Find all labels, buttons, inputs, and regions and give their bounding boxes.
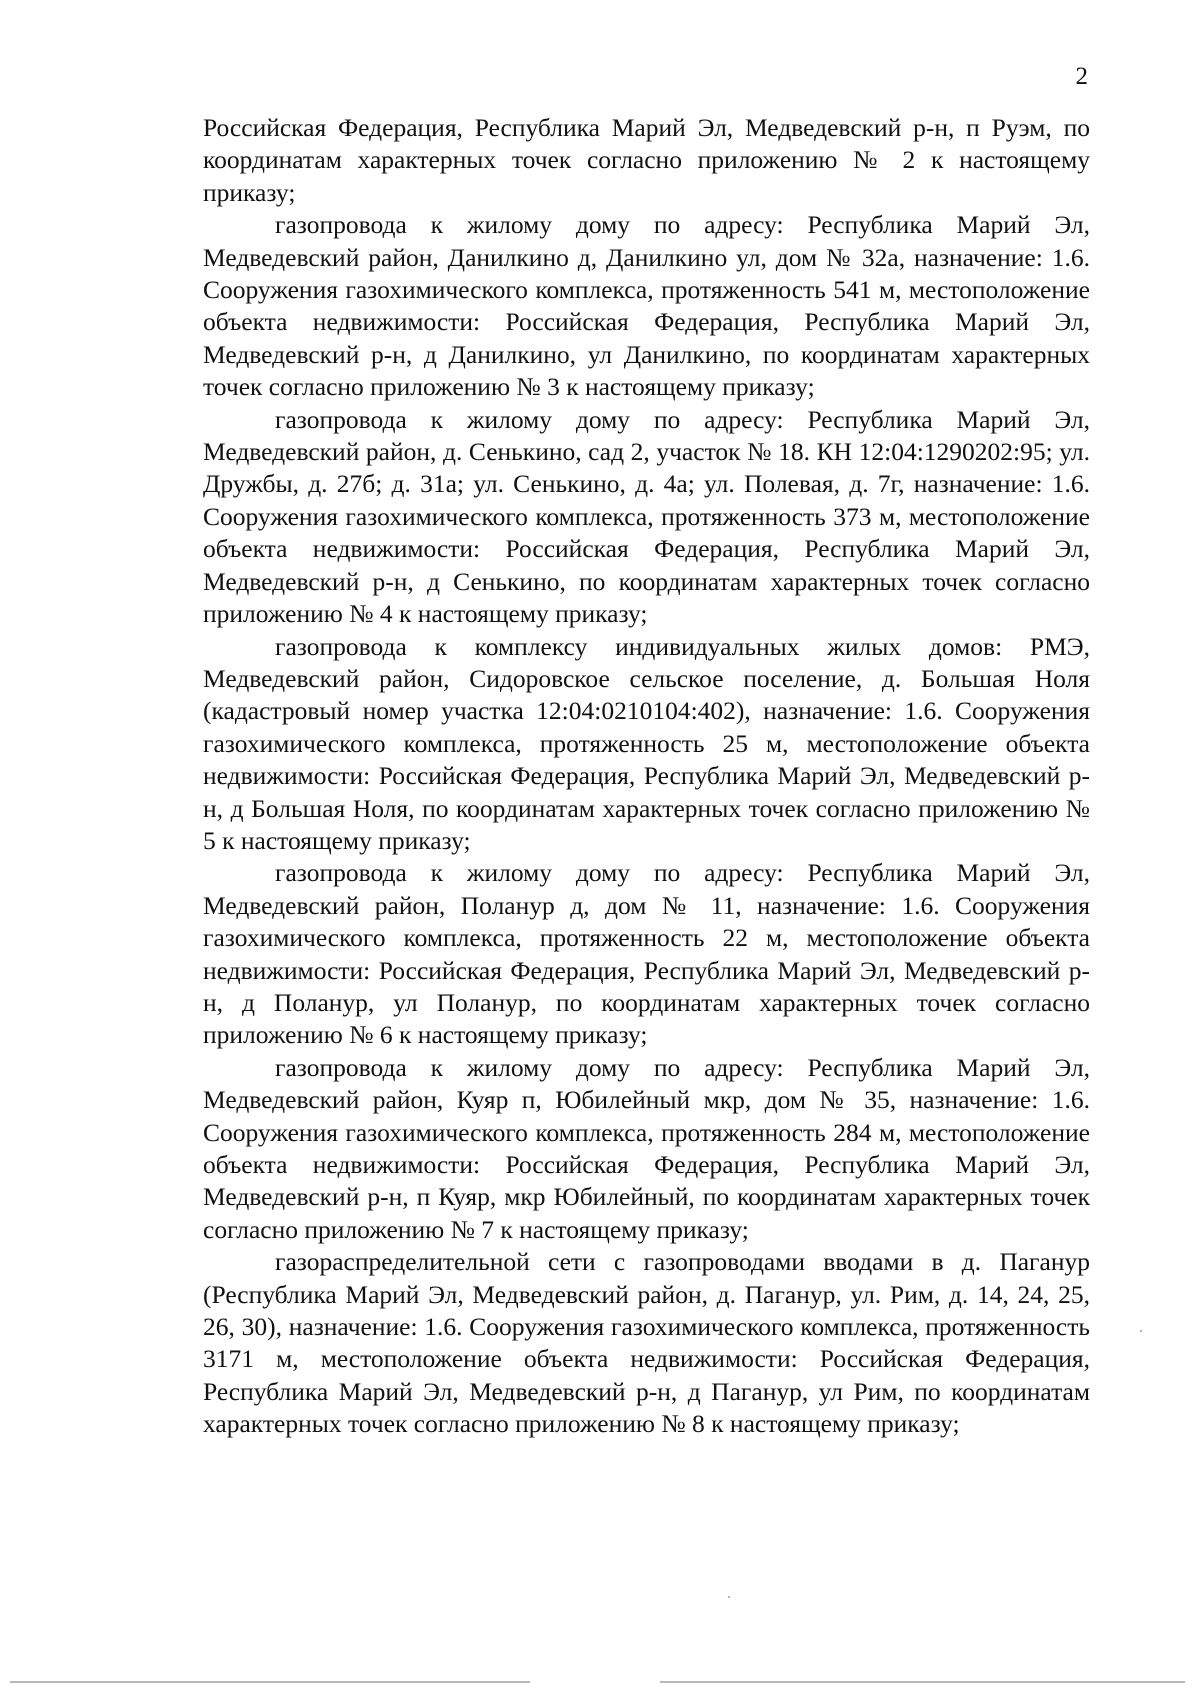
paragraph-continuation: Российская Федерация, Республика Марий Эл, Медведевский р-н, п Руэм, по координатам характерных точек согласно приложению № 2 к настоящему приказу; — [203, 113, 1090, 207]
paragraph-kuyar-gas-pipeline: газопровода к жилому дому по адресу: Республика Марий Эл, Медведевский район, Куяр п, Юбилейный мкр, дом № 35, назначение: 1.6. Сооружения газохимического комплекса, протяженность 284 м, местоположение объекта недвижимости: Российская Федерация, Республика Марий Эл, Медведевский р-н, п Куяр, мкр Юбилейный, по координатам характерных точек согласно приложению № 7 к настоящему приказу; — [203, 1052, 1090, 1244]
scan-edge-line-right — [660, 1681, 1185, 1683]
paragraph-danilkino-gas-pipeline: газопровода к жилому дому по адресу: Республика Марий Эл, Медведевский район, Данилкино д, Данилкино ул, дом № 32а, назначение: 1.6. Сооружения газохимического комплекса, протяженность 541 м, местоположение объекта недвижимости: Российская Федерация, Республика Марий Эл, Медведевский р-н, д Данилкино, ул Данилкино, по координатам характерных точек согласно приложению № 3 к настоящему приказу; — [203, 210, 1090, 402]
scan-edge-line-left — [10, 1681, 530, 1683]
page-number: 2 — [1075, 63, 1088, 90]
scan-speck — [728, 1596, 730, 1598]
paragraph-polanur-gas-pipeline: газопровода к жилому дому по адресу: Республика Марий Эл, Медведевский район, Поланур д, дом № 11, назначение: 1.6. Сооружения газохимического комплекса, протяженность 22 м, местоположение объекта недвижимости: Российская Федерация, Республика Марий Эл, Медведевский р-н, д Поланур, ул Поланур, по координатам характерных точек согласно приложению № 6 к настоящему приказу; — [203, 858, 1090, 1050]
document-body — [203, 112, 1090, 1441]
paragraph-bolshaya-nolya-gas-pipeline: газопровода к комплексу индивидуальных жилых домов: РМЭ, Медведевский район, Сидоровское сельское поселение, д. Большая Ноля (кадастровый номер участка 12:04:0210104:402), назначение: 1.6. Сооружения газохимического комплекса, протяженность 25 м, местоположение объекта недвижимости: Российская Федерация, Республика Марий Эл, Медведевский р-н, д Большая Ноля, по координатам характерных точек согласно приложению № 5 к настоящему приказу; — [203, 631, 1090, 855]
scan-speck — [1140, 1330, 1142, 1332]
paragraph-senkino-gas-pipeline: газопровода к жилому дому по адресу: Республика Марий Эл, Медведевский район, д. Сенькино, сад 2, участок № 18. КН 12:04:1290202:95; ул. Дружбы, д. 27б; д. 31а; ул. Сенькино, д. 4а; ул. Полевая, д. 7г, назначение: 1.6. Сооружения газохимического комплекса, протяженность 373 м, местоположение объекта недвижимости: Российская Федерация, Республика Марий Эл, Медведевский р-н, д Сенькино, по координатам характерных точек согласно приложению № 4 к настоящему приказу; — [203, 404, 1090, 629]
paragraph-paganur-gas-network: газораспределительной сети с газопроводами вводами в д. Паганур (Республика Марий Эл, Медведевский район, д. Паганур, ул. Рим, д. 14, 24, 25, 26, 30), назначение: 1.6. Сооружения газохимического комплекса, протяженность 3171 м, местоположение объекта недвижимости: Российская Федерация, Республика Марий Эл, Медведевский р-н, д Паганур, ул Рим, по координатам характерных точек согласно приложению № 8 к настоящему приказу; — [203, 1247, 1090, 1439]
